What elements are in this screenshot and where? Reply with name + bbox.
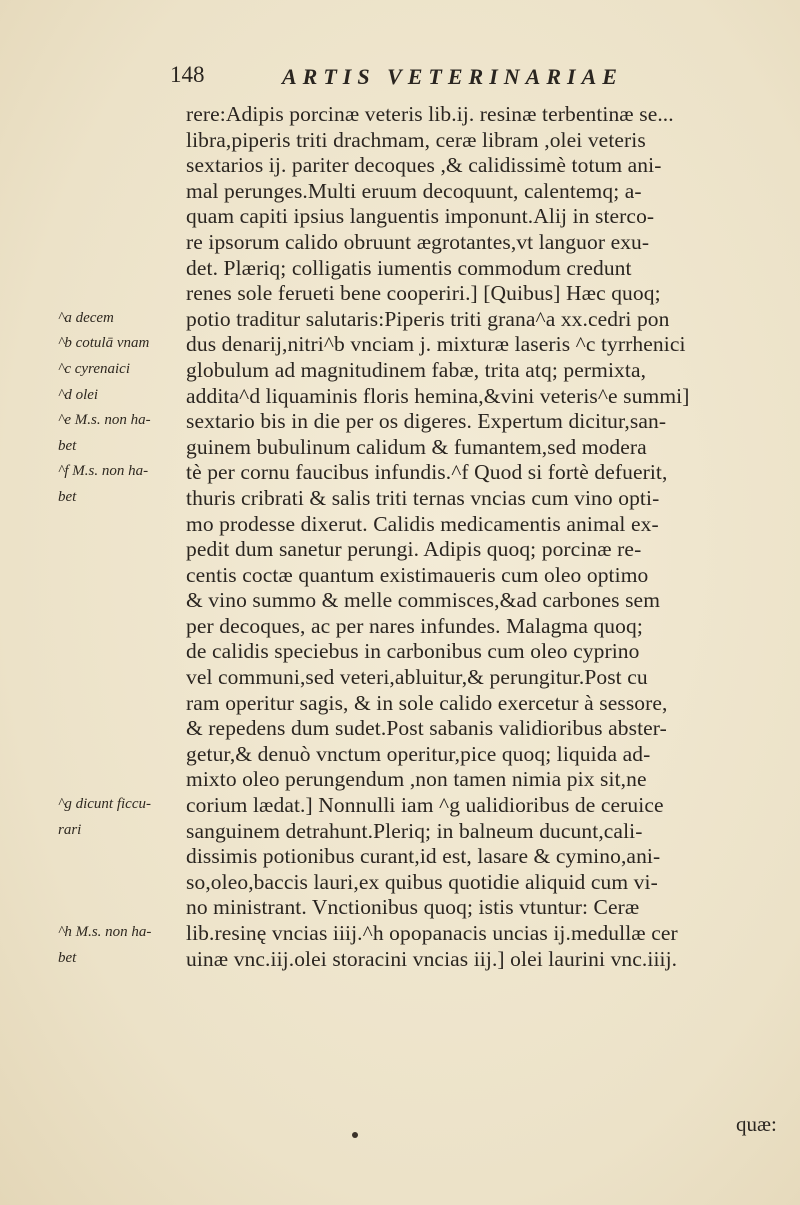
marginal-note: rari <box>58 821 82 838</box>
text-line: corium lædat.] Nonnulli iam ^g ualidioribus de ceruice <box>186 793 664 818</box>
text-line: addita^d liquaminis floris hemina,&vini veteris^e summi] <box>186 383 690 408</box>
text-line: quam capiti ipsius languentis imponunt.Alij in sterco- <box>186 204 655 229</box>
text-line: sextarios ij. pariter decoques ,& calidissimè totum ani- <box>186 153 662 178</box>
marginal-note: ^h M.s. non ha- <box>58 924 152 941</box>
text-line: rere:Adipis porcinæ veteris lib.ij. resinæ terbentinæ se... <box>186 102 674 126</box>
marginal-note: bet <box>58 489 77 505</box>
marginal-note: ^f M.s. non ha- <box>58 463 149 480</box>
page-number: 148 <box>170 62 205 87</box>
text-line: renes sole ferueti bene cooperiri.] [Quibus] Hæc quoq; <box>186 281 661 306</box>
text-line: mal perunges.Multi eruum decoquunt, calentemq; a- <box>186 178 642 203</box>
text-line: det. Plæriq; colligatis iumentis commodum credunt <box>186 255 632 280</box>
text-line: ram operitur sagis, & in sole calido exercetur à sessore, <box>186 690 668 715</box>
text-line: centis coctæ quantum existimaueris cum oleo optimo <box>186 562 649 587</box>
marginal-note: ^b cotulā vnam <box>58 335 150 352</box>
text-line: no ministrant. Vnctionibus quoq; istis vtuntur: Ceræ <box>186 895 640 920</box>
catchword: quæ: <box>736 1112 777 1136</box>
marginal-notes <box>0 0 190 1205</box>
text-line: per decoques, ac per nares infundes. Malagma quoq; <box>186 613 643 638</box>
marginal-note: ^e M.s. non ha- <box>58 412 151 429</box>
body-text <box>186 102 776 972</box>
text-line: lib.resinę vncias iiij.^h opopanacis uncias ij.medullæ cer <box>186 921 678 945</box>
ink-speck <box>352 1132 358 1138</box>
text-line: uinæ vnc.iij.olei storacini vncias iij.] olei laurini vnc.iiij. <box>186 946 678 971</box>
text-line: & vino summo & melle commisces,&ad carbones sem <box>186 588 661 613</box>
text-line: globulum ad magnitudinem fabæ, trita atq; permixta, <box>186 357 647 382</box>
text-line: potio traditur salutaris:Piperis triti grana^a xx.cedri pon <box>186 306 670 331</box>
text-line: libra,piperis triti drachmam, ceræ libram ,olei veteris <box>186 127 646 152</box>
text-line: de calidis speciebus in carbonibus cum oleo cyprino <box>186 639 640 664</box>
marginal-note: ^g dicunt ficcu- <box>58 796 151 813</box>
text-line: sanguinem detrahunt.Pleriq; in balneum ducunt,cali- <box>186 818 643 843</box>
marginal-note: ^a decem <box>58 309 114 326</box>
page-header <box>170 58 730 94</box>
marginal-note: bet <box>58 437 77 454</box>
text-line: so,oleo,baccis lauri,ex quibus quotidie aliquid cum vi- <box>186 869 658 894</box>
text-line: re ipsorum calido obruunt ægrotantes,vt languor exu- <box>186 229 650 254</box>
text-line: & repedens dum sudet.Post sabanis validioribus abster- <box>186 716 667 741</box>
text-line: dus denarij,nitri^b vnciam j. mixturæ laseris ^c tyrrhenici <box>186 332 686 357</box>
text-line: tè per cornu faucibus infundis.^f Quod si fortè defuerit, <box>186 460 668 485</box>
text-line: dissimis potionibus curant,id est, lasare & cymino,ani- <box>186 844 661 869</box>
text-line: guinem bubulinum calidum & fumantem,sed modera <box>186 434 647 459</box>
text-line: mo prodesse dixerut. Calidis medicamentis animal ex- <box>186 511 659 536</box>
text-line: mixto oleo perungendum ,non tamen nimia pix sit,ne <box>186 767 647 792</box>
text-line: getur,& denuò vnctum operitur,pice quoq; liquida ad- <box>186 741 651 766</box>
running-title: ARTIS VETERINARIAE <box>282 64 623 89</box>
marginal-note: ^c cyrenaici <box>58 361 130 377</box>
marginal-note: ^d olei <box>58 386 99 403</box>
text-line: vel communi,sed veteri,abluitur,& perungitur.Post cu <box>186 665 648 690</box>
text-line: sextario bis in die per os digeres. Expertum dicitur,san- <box>186 409 667 434</box>
text-line: pedit dum sanetur perungi. Adipis quoq; porcinæ re- <box>186 537 642 562</box>
text-line: thuris cribrati & salis triti ternas vncias cum vino opti- <box>186 485 660 510</box>
marginal-note: bet <box>58 949 77 966</box>
